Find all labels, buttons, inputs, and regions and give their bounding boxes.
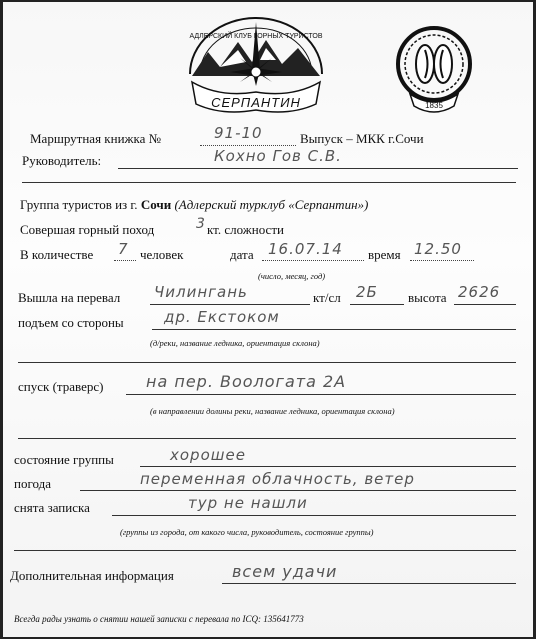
scan-border-top [0,0,536,2]
weather-value: переменная облачность, ветер [140,470,415,488]
additional-value: всем удачи [232,562,338,581]
group-state-underline [140,466,516,467]
group-state-value: хорошее [170,446,246,464]
svg-text:1835: 1835 [425,101,443,110]
date-value: 16.07.14 [268,240,343,258]
ascent-hint: (д/реки, название ледника, ориентация склона) [150,338,320,348]
note-underline [112,515,516,516]
group-club: (Адлерский турклуб «Серпантин») [174,197,369,212]
weather-label: погода [14,476,51,491]
route-book-label: Маршрутная книжка № [30,131,162,146]
group-city: Сочи [140,197,172,212]
count-label: В количестве [20,247,94,262]
group-label: Группа туристов из г. Сочи (Адлерский турклуб «Серпантин») [20,197,369,212]
ascent-label: подъем со стороны [18,315,124,330]
descent-label: спуск (траверс) [18,379,104,394]
ascent-underline [152,329,516,330]
date-hint: (число, месяц, год) [258,271,326,281]
descent-underline [126,394,516,395]
issue-label: Выпуск – МКК г.Сочи [300,131,424,146]
people-label: человек [140,247,184,262]
ascent-extra-line [18,362,516,363]
descent-hint: (в направлении долины реки, название ледника, ориентация склона) [150,406,395,416]
route-book-underline [200,145,296,146]
leader-value: Кохно Гов С.В. [214,147,342,165]
svg-text:СЕРПАНТИН: СЕРПАНТИН [211,95,301,110]
footer-note: Всегда рады узнать о снятии нашей записки с перевала по ICQ: 135641773 [14,614,304,624]
note-label: снята записка [14,500,90,515]
pass-category-value: 2Б [356,283,378,301]
time-underline [410,260,474,261]
pass-category-underline [350,304,404,305]
descent-extra-line [18,438,516,439]
route-book-value: 91-10 [214,124,263,142]
time-value: 12.50 [414,240,462,258]
group-state-label: состояние группы [14,452,114,467]
hike-suffix: кт. сложности [207,222,284,237]
separator-line [22,182,516,183]
additional-label: Дополнительная информация [10,568,174,583]
svg-text:АДЛЕРСКИЙ КЛУБ ГОРНЫХ ТУРИСТОВ: АДЛЕРСКИЙ КЛУБ ГОРНЫХ ТУРИСТОВ [189,33,323,40]
leader-label: Руководитель: [22,153,102,168]
scan-border-left [0,0,3,639]
hike-category-value: 3 [196,216,206,232]
pass-height-label: высота [408,290,447,305]
additional-underline [222,583,516,584]
note-hint: (группы из города, от какого числа, руководитель, состояние группы) [120,527,374,537]
club-logo-serpantin [180,12,332,124]
leader-underline [118,168,518,169]
descent-value: на пер. Воологата 2А [146,372,347,391]
pass-value: Чилингань [154,283,248,301]
pass-category-label: кт/сл [313,290,341,305]
pass-height-value: 2626 [458,283,501,301]
count-underline [114,260,136,261]
hike-prefix: Совершая горный поход [20,222,155,237]
date-label: дата [230,247,254,262]
note-value: тур не нашли [188,494,308,512]
round-emblem-logo [394,20,474,120]
ascent-value: др. Екстоком [164,308,280,326]
pass-height-underline [454,304,516,305]
weather-underline [80,490,516,491]
count-value: 7 [118,240,129,258]
note-extra-line [14,550,516,551]
time-label: время [368,247,401,262]
pass-label: Вышла на перевал [18,290,121,305]
pass-underline [150,304,310,305]
date-underline [262,260,364,261]
